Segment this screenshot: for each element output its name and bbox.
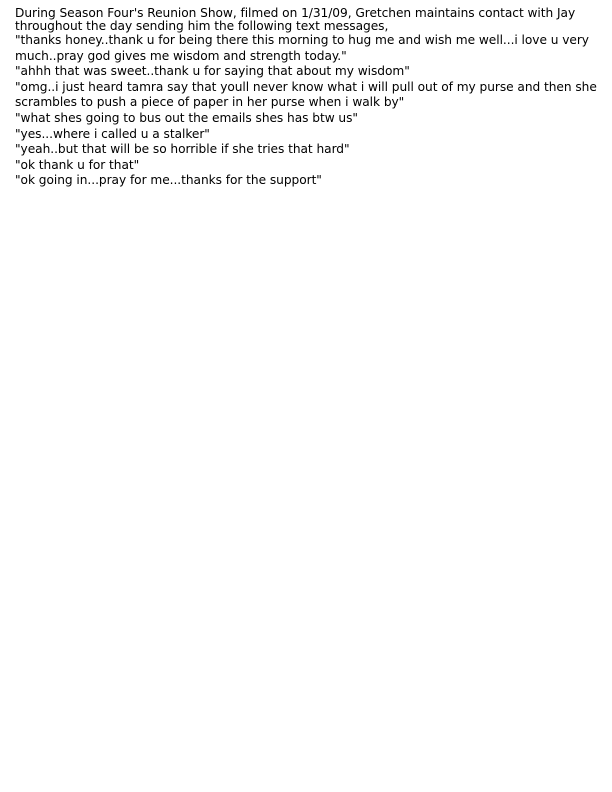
- text-message-2: [15, 64, 600, 80]
- text-message-3: [15, 80, 600, 111]
- text-message-8: [15, 173, 600, 189]
- text-message-4: [15, 111, 600, 127]
- message-line: much..pray god gives me wisdom and strength today.": [15, 48, 347, 63]
- message-line: "thanks honey..thank u for being there this morning to hug me and wish me well...i love u very: [15, 33, 589, 47]
- intro-paragraph: [15, 7, 600, 33]
- message-line: "ok thank u for that": [15, 157, 140, 172]
- message-line: "ok going in...pray for me...thanks for the support": [15, 173, 322, 188]
- document-text: [15, 7, 600, 189]
- text-message-7: [15, 158, 600, 174]
- message-line: "yes...where i called u a stalker": [15, 126, 210, 141]
- text-message-5: [15, 127, 600, 143]
- message-line: "ahhh that was sweet..thank u for saying that about my wisdom": [15, 64, 410, 79]
- text-message-1: [15, 33, 600, 64]
- message-line: "yeah..but that will be so horrible if she tries that hard": [15, 142, 350, 157]
- message-line: "omg..i just heard tamra say that youll never know what i will pull out of my purse and then she: [15, 79, 597, 94]
- message-line: "what shes going to bus out the emails shes has btw us": [15, 110, 358, 125]
- intro-line: During Season Four's Reunion Show, filmed on 1/31/09, Gretchen maintains contact with Jay: [15, 6, 576, 20]
- message-line: scrambles to push a piece of paper in her purse when i walk by": [15, 95, 405, 110]
- intro-line: throughout the day sending him the following text messages,: [15, 19, 389, 33]
- text-message-6: [15, 142, 600, 158]
